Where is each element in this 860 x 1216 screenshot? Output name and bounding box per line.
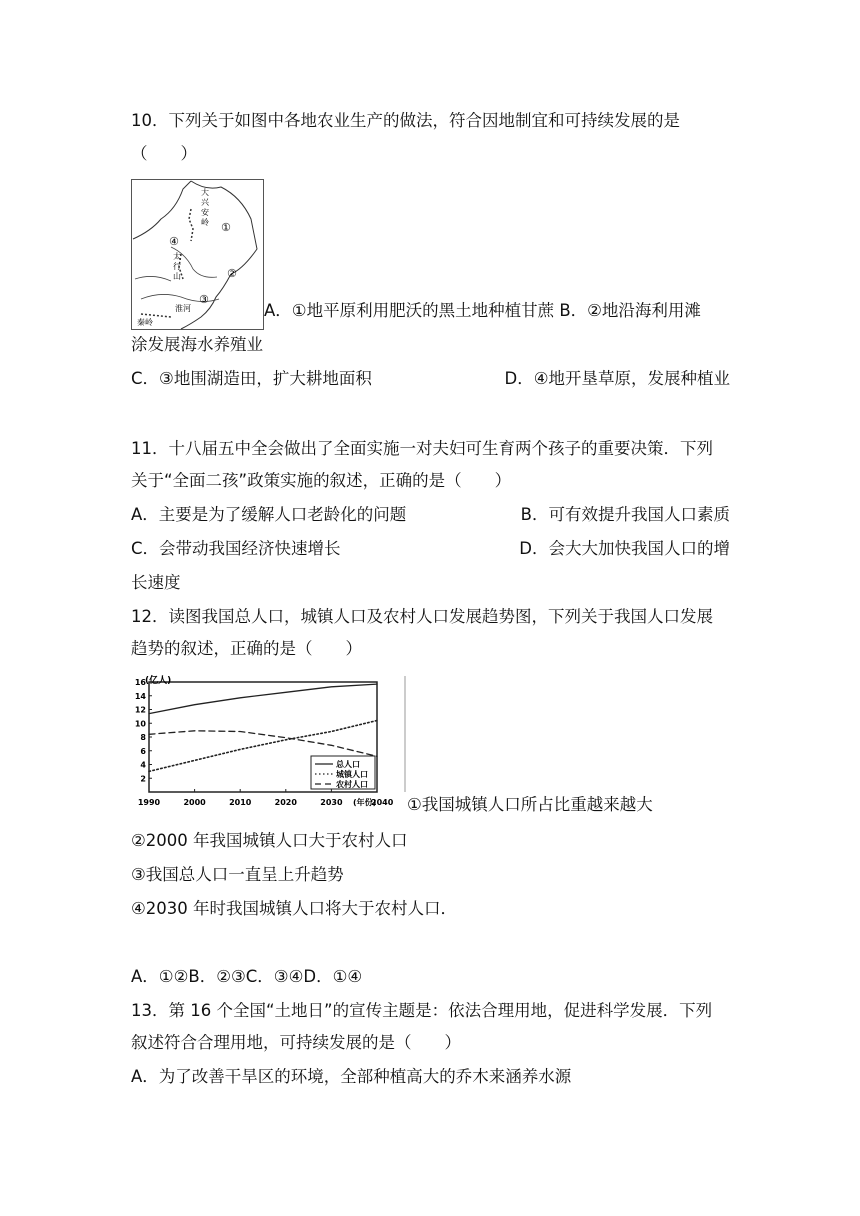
map-label-shan: 山 — [173, 272, 181, 281]
series-line-solid — [149, 684, 377, 714]
q10-stem-line2: （ ） — [131, 144, 197, 163]
q10-map — [131, 179, 264, 330]
q12-statement3: ③我国总人口一直呈上升趋势 — [131, 865, 344, 884]
legend-entry: 总人口 — [336, 760, 360, 769]
map-label-hang: 行 — [173, 262, 181, 271]
map-label-tai: 太 — [173, 252, 181, 261]
q11-option-b: B．可有效提升我国人口素质 — [520, 505, 730, 524]
population-chart — [131, 674, 407, 808]
y-tick-label: 14 — [134, 691, 146, 701]
map-label-huaihe: 淮河 — [175, 304, 191, 313]
map-label-ling: 岭 — [201, 218, 209, 227]
legend-entry: 农村人口 — [336, 780, 368, 789]
q11-option-a: A．主要是为了缓解人口老龄化的问题 — [131, 505, 407, 524]
q11-option-d: D．会大大加快我国人口的增 — [519, 539, 730, 558]
legend-entry: 城镇人口 — [336, 770, 368, 779]
x-tick-label: 2030 — [320, 798, 343, 807]
q13-option-a: A．为了改善干旱区的环境，全部种植高大的乔木来涵养水源 — [131, 1067, 572, 1086]
q12-answers: A．①②B．②③C．③④D．①④ — [131, 967, 363, 986]
q10-options-cd — [131, 368, 730, 390]
q10-stem-line1: 10．下列关于如图中各地农业生产的做法，符合因地制宜和可持续发展的是 — [131, 111, 680, 130]
q10-option-line1: A．①地平原利用肥沃的黑土地种植甘蔗 B．②地沿海利用滩 — [264, 301, 701, 320]
x-tick-label: 2040 — [371, 798, 394, 807]
q11-option-c: C．会带动我国经济快速增长 — [131, 539, 341, 558]
y-tick-label: 2 — [140, 774, 146, 784]
chart-ylabel: (亿人) — [145, 676, 172, 686]
map-label-qinling: 秦岭 — [137, 318, 153, 327]
q11-stem-line2: 关于“全面二孩”政策实施的叙述，正确的是（ ） — [131, 471, 512, 490]
q10-option-d: D．④地开垦草原，发展种植业 — [504, 369, 730, 388]
q11-options-ab — [131, 504, 730, 526]
x-tick-label: 1990 — [137, 798, 161, 807]
q13-stem-line1: 13．第 16 个全国“土地日”的宣传主题是：依法合理用地，促进科学发展．下列 — [131, 1001, 713, 1020]
map-marker-2: ② — [227, 267, 237, 280]
q11-options-cd — [131, 538, 730, 560]
map-label-an: 安 — [201, 208, 209, 217]
y-tick-label: 10 — [134, 719, 146, 729]
q10-option-c: C．③地围湖造田，扩大耕地面积 — [131, 369, 372, 388]
q12-statement2: ②2000 年我国城镇人口大于农村人口 — [131, 831, 408, 850]
x-tick-label: 2010 — [229, 798, 252, 807]
series-line-dashed — [149, 731, 377, 757]
y-tick-label: 16 — [134, 678, 146, 687]
map-marker-3: ③ — [199, 293, 209, 306]
x-tick-label: 2000 — [183, 798, 206, 807]
map-label-xing: 兴 — [201, 198, 209, 207]
map-label-da: 大 — [201, 188, 209, 197]
q11-stem-line1: 11．十八届五中全会做出了全面实施一对夫妇可生育两个孩子的重要决策．下列 — [131, 439, 713, 458]
q13-stem-line2: 叙述符合合理用地，可持续发展的是（ ） — [131, 1033, 461, 1052]
map-marker-1: ① — [221, 221, 231, 234]
x-tick-label: 2020 — [274, 798, 297, 807]
q10-option-line2: 涂发展海水养殖业 — [131, 335, 263, 354]
y-tick-label: 12 — [134, 705, 146, 715]
map-marker-4: ④ — [169, 235, 179, 248]
y-tick-label: 4 — [140, 760, 146, 770]
q12-stem-line2: 趋势的叙述，正确的是（ ） — [131, 639, 362, 658]
q12-statement1: ①我国城镇人口所占比重越来越大 — [407, 795, 653, 814]
y-tick-label: 6 — [140, 746, 146, 756]
q12-stem-line1: 12．读图我国总人口，城镇人口及农村人口发展趋势图，下列关于我国人口发展 — [131, 607, 713, 626]
q11-option-d-cont: 长速度 — [131, 573, 181, 592]
chart-xlabel: (年份) — [353, 798, 377, 807]
y-tick-label: 8 — [140, 733, 146, 742]
q12-statement4: ④2030 年时我国城镇人口将大于农村人口． — [131, 899, 458, 918]
